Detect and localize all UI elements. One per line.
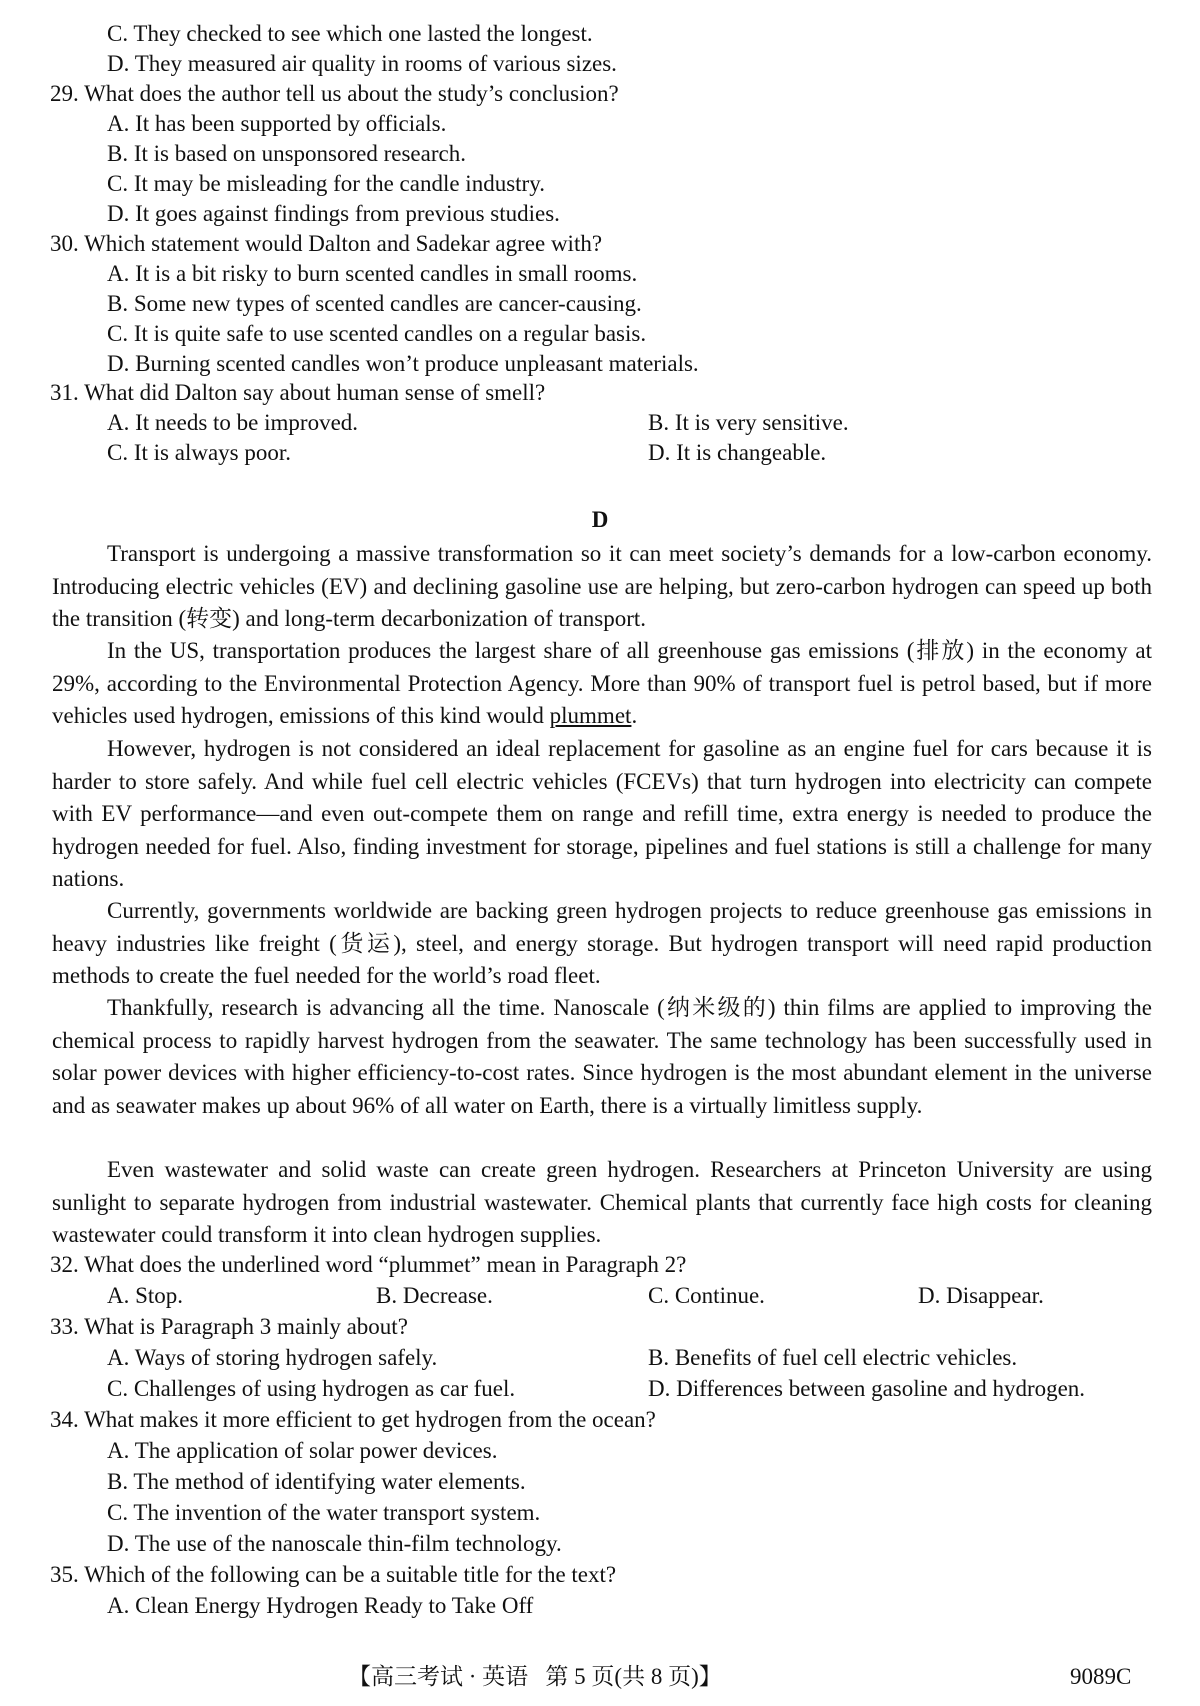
- page-footer: [348, 1660, 722, 1694]
- question-32-option-d: D. Disappear.: [918, 1283, 1044, 1308]
- passage-paragraph-1: Transport is undergoing a massive transformation so it can meet society’s demands for a low-carbon economy. Introducing electric vehicles (EV) and declining gasoline use are helping, but zero-carbon hydrogen can speed up both the transition (转变) and long-term decarbonization of transport.: [52, 541, 1152, 631]
- question-30-stem: 30. Which statement would Dalton and Sadekar agree with?: [50, 231, 603, 256]
- underlined-word: plummet: [549, 703, 632, 728]
- question-30-option-c: C. It is quite safe to use scented candles on a regular basis.: [107, 321, 647, 346]
- question-32-option-c: C. Continue.: [648, 1283, 765, 1308]
- paper-code: 9089C: [1070, 1664, 1132, 1689]
- question-33-option-d: D. Differences between gasoline and hydrogen.: [648, 1376, 1086, 1401]
- section-heading: D: [591, 507, 609, 532]
- question-31-stem: 31. What did Dalton say about human sense of smell?: [50, 380, 546, 405]
- passage-paragraph-5: Thankfully, research is advancing all the time. Nanoscale (纳米级的) thin films are applied to improving the chemical process to rapidly harvest hydrogen from the seawater. The same technology has been successfully used in solar power devices with higher efficiency-to-cost rates. Since hydrogen is the most abundant element in the universe and as seawater makes up about 96% of all water on Earth, there is a virtually limitless supply.: [52, 995, 1152, 1118]
- question-30-option-b: B. Some new types of scented candles are cancer-causing.: [107, 291, 642, 316]
- passage-paragraph-6: Even wastewater and solid waste can create green hydrogen. Researchers at Princeton University are using sunlight to separate hydrogen from industrial wastewater. Chemical plants that currently face high costs for cleaning wastewater could transform it into clean hydrogen supplies.: [52, 1157, 1152, 1247]
- question-34-option-a: A. The application of solar power devices.: [107, 1438, 498, 1463]
- passage-paragraph-4: Currently, governments worldwide are backing green hydrogen projects to reduce greenhouse gas emissions in heavy industries like freight (货运), steel, and energy storage. But hydrogen transport will need rapid production methods to create the fuel needed for the world’s road fleet.: [52, 898, 1152, 988]
- question-29-option-a: A. It has been supported by officials.: [107, 111, 447, 136]
- paragraph-2-text: In the US, transportation produces the largest share of all greenhouse gas emissions (排放) in the economy at 29%, according to the Environmental Protection Agency. More than 90% of transport fuel is petrol based, but if more vehicles used hydrogen, emissions of this kind would: [52, 638, 1152, 728]
- question-30-option-a: A. It is a bit risky to burn scented candles in small rooms.: [107, 261, 638, 286]
- footer-page-info: 第 5 页(共 8 页): [545, 1664, 699, 1689]
- question-35-stem: 35. Which of the following can be a suitable title for the text?: [50, 1562, 617, 1587]
- question-34-option-d: D. The use of the nanoscale thin-film technology.: [107, 1531, 562, 1556]
- question-29-stem: 29. What does the author tell us about the study’s conclusion?: [50, 81, 619, 106]
- question-31-option-a: A. It needs to be improved.: [107, 410, 359, 435]
- footer-bracket-open: 【: [348, 1664, 371, 1689]
- footer-exam-name: 高三考试 · 英语: [371, 1664, 529, 1689]
- option-28-d: D. They measured air quality in rooms of various sizes.: [107, 51, 617, 76]
- question-35-option-a: A. Clean Energy Hydrogen Ready to Take Off: [107, 1593, 534, 1618]
- question-31-option-c: C. It is always poor.: [107, 440, 291, 465]
- question-33-option-a: A. Ways of storing hydrogen safely.: [107, 1345, 438, 1370]
- question-31-option-b: B. It is very sensitive.: [648, 410, 849, 435]
- question-29-option-c: C. It may be misleading for the candle industry.: [107, 171, 545, 196]
- passage-paragraph-3: However, hydrogen is not considered an ideal replacement for gasoline as an engine fuel for cars because it is harder to store safely. And while fuel cell electric vehicles (FCEVs) that turn hydrogen into electricity can compete with EV performance—and even out-compete them on range and refill time, extra energy is needed to produce the hydrogen needed for fuel. Also, finding investment for storage, pipelines and fuel stations is still a challenge for many nations.: [52, 736, 1152, 891]
- question-32-option-b: B. Decrease.: [376, 1283, 493, 1308]
- question-32-option-a: A. Stop.: [107, 1283, 184, 1308]
- passage-paragraph-2: [52, 635, 1152, 733]
- question-33-option-c: C. Challenges of using hydrogen as car fuel.: [107, 1376, 516, 1401]
- question-34-option-c: C. The invention of the water transport system.: [107, 1500, 541, 1525]
- question-29-option-d: D. It goes against findings from previous studies.: [107, 201, 560, 226]
- question-32-stem: 32. What does the underlined word “plummet” mean in Paragraph 2?: [50, 1252, 687, 1277]
- question-33-option-b: B. Benefits of fuel cell electric vehicles.: [648, 1345, 1018, 1370]
- question-30-option-d: D. Burning scented candles won’t produce unpleasant materials.: [107, 351, 699, 376]
- question-34-option-b: B. The method of identifying water elements.: [107, 1469, 526, 1494]
- question-31-option-d: D. It is changeable.: [648, 440, 827, 465]
- question-34-stem: 34. What makes it more efficient to get hydrogen from the ocean?: [50, 1407, 656, 1432]
- option-28-c: C. They checked to see which one lasted the longest.: [107, 21, 593, 46]
- question-33-stem: 33. What is Paragraph 3 mainly about?: [50, 1314, 408, 1339]
- paragraph-2-end: .: [631, 703, 638, 728]
- footer-bracket-close: 】: [698, 1664, 722, 1689]
- question-29-option-b: B. It is based on unsponsored research.: [107, 141, 466, 166]
